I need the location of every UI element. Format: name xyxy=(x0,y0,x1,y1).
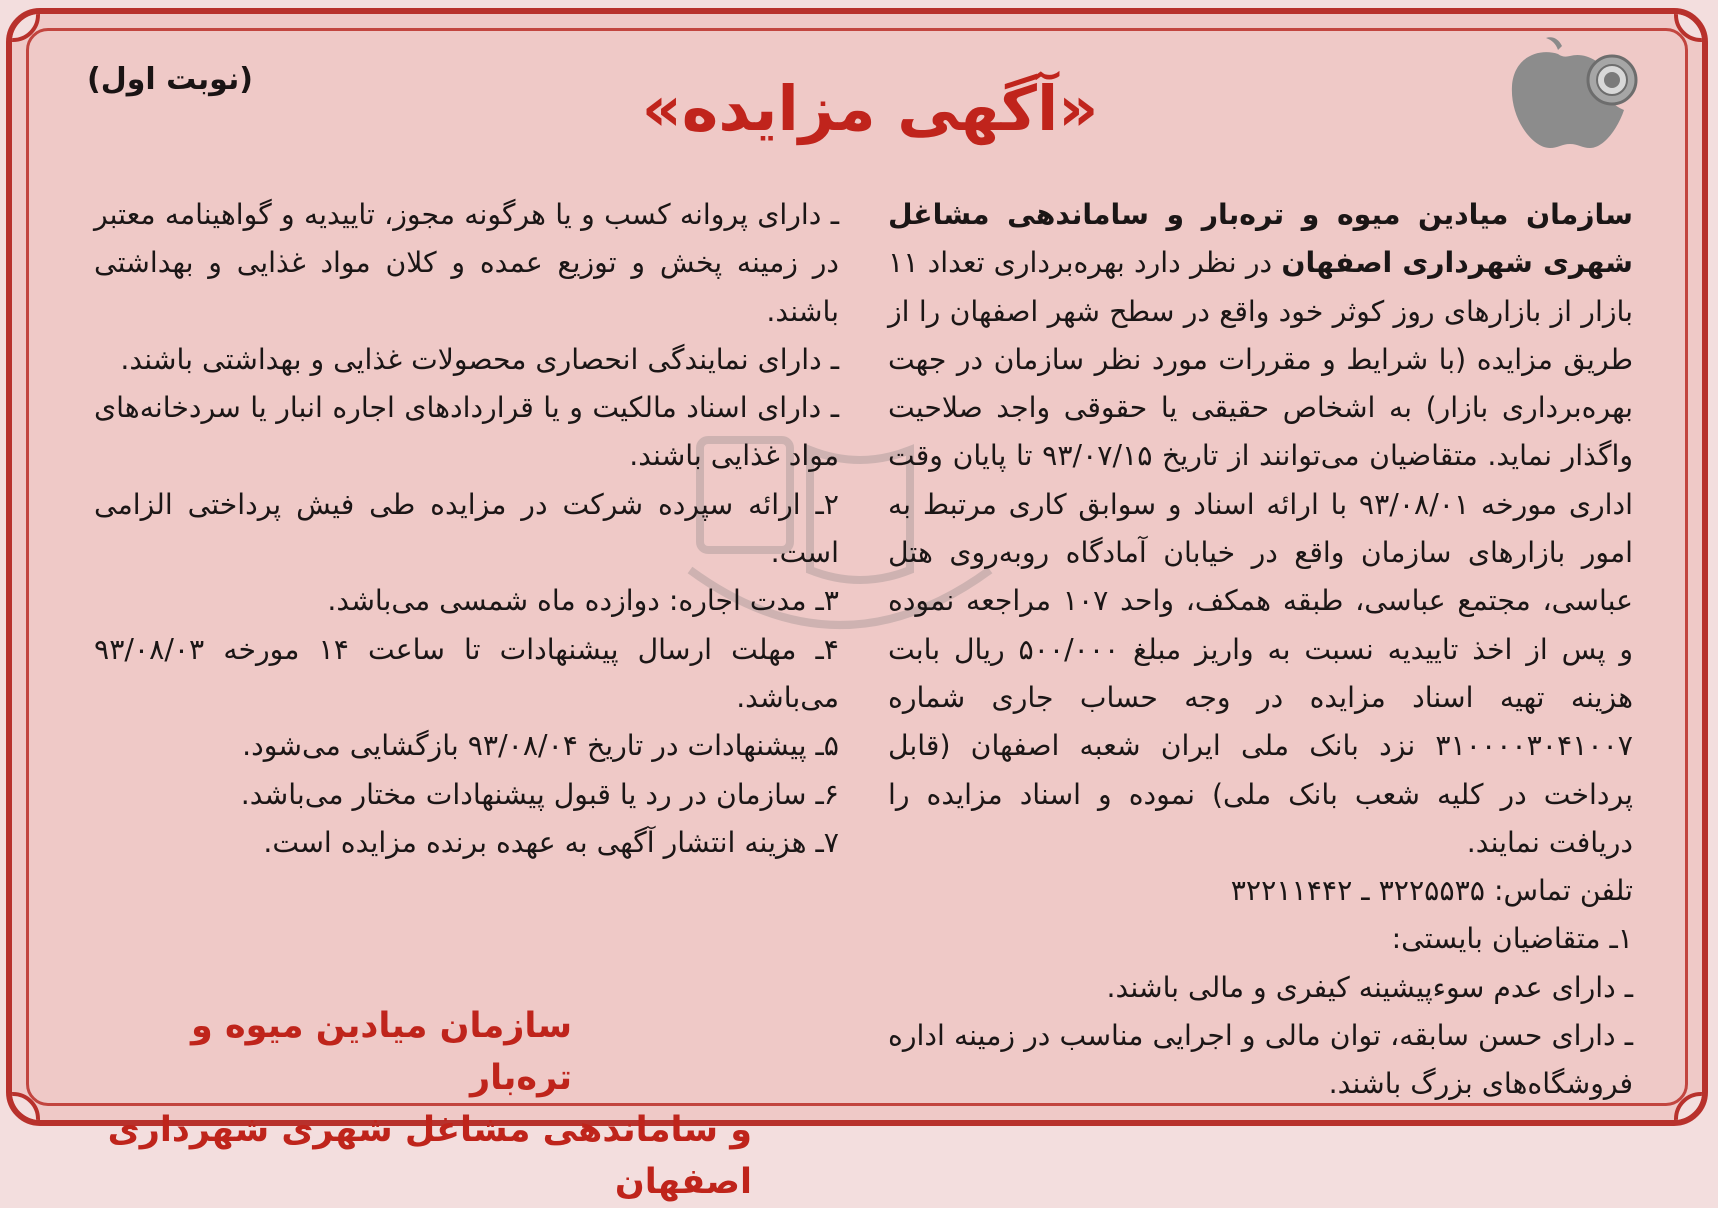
condition-item: ۶ـ سازمان در رد یا قبول پیشنهادات مختار می‌باشد. xyxy=(240,777,839,811)
intro-text: در نظر دارد بهره‌برداری تعداد ۱۱ بازار از بازارهای روز کوثر خود واقع در سطح شهر اصفهان را از طریق مزایده (با شرایط و مقررات مورد نظر سازمان در جهت بهره‌برداری بازار) به اشخاص حقیقی یا حقوقی واجد صلاحیت واگذار نماید. متقاضیان می‌توانند از تاریخ ۹۳/۰۷/۱۵ تا پایان وقت اداری مورخه ۹۳/۰۸/۰۱ با ارائه اسناد و سوابق کاری مرتبط به امور بازارهای سازمان واقع در خیابان آمادگاه روبه‌روی هتل عباسی، مجتمع عباسی، طبقه همکف، واحد ۱۰۷ مراجعه نموده و پس از اخذ تاییدیه نسبت به واریز مبلغ ۵۰۰/۰۰۰ ریال بابت هزینه تهیه اسناد مزایده در وجه حساب جاری شماره ۳۱۰۰۰۰۳۰۴۱۰۰۷ نزد بانک ملی ایران شعبه اصفهان (قابل پرداخت در کلیه شعب بانک ملی) نموده و اسناد مزایده را دریافت نمایند. xyxy=(888,246,1633,859)
condition-item: ۲ـ ارائه سپرده شرکت در مزایده طی فیش پرداختی الزامی است. xyxy=(94,487,839,570)
right-column xyxy=(888,191,1633,1109)
condition-item: ـ دارای حسن سابقه، توان مالی و اجرایی مناسب در زمینه اداره فروشگاه‌های بزرگ باشند. xyxy=(888,1019,1633,1101)
condition-item: ـ دارای اسناد مالکیت و یا قراردادهای اجاره انبار یا سردخانه‌های مواد غذایی باشند. xyxy=(94,391,839,473)
condition-item: ـ دارای نمایندگی انحصاری محصولات غذایی و بهداشتی باشند. xyxy=(120,342,839,376)
condition-item: ۵ـ پیشنهادات در تاریخ ۹۳/۰۸/۰۴ بازگشایی می‌شود. xyxy=(242,729,839,763)
contact-phone: تلفن تماس: ۳۲۲۵۵۳۵ ـ ۳۲۲۱۱۴۴۲ xyxy=(1230,874,1633,908)
condition-item: ۷ـ هزینه انتشار آگهی به عهده برنده مزایده است. xyxy=(263,825,839,859)
signature-line-1: سازمان میادین میوه و تره‌بار xyxy=(191,1006,572,1098)
condition-heading: ۱ـ متقاضیان بایستی: xyxy=(1391,922,1633,956)
intro-paragraph xyxy=(888,191,1633,867)
ad-title: «آگهی مزایده» xyxy=(641,72,1099,145)
publication-round: (نوبت اول) xyxy=(87,62,253,97)
condition-item: ۳ـ مدت اجاره: دوازده ماه شمسی می‌باشد. xyxy=(327,584,839,618)
signature-block xyxy=(92,1000,752,1208)
left-column xyxy=(94,191,839,867)
organization-name: سازمان میادین میوه و تره‌بار و ساماندهی مشاغل شهری شهرداری اصفهان xyxy=(888,198,1633,280)
condition-item: ـ دارای عدم سوءپیشینه کیفری و مالی باشند. xyxy=(1106,970,1633,1004)
signature-line-2: و ساماندهی مشاغل شهری شهرداری اصفهان xyxy=(107,1110,752,1202)
apple-gear-logo-icon xyxy=(1500,30,1650,160)
condition-item: ـ دارای پروانه کسب و یا هرگونه مجوز، تاییدیه و گواهینامه معتبر در زمینه پخش و توزیع عمده و کلان مواد غذایی و بهداشتی باشند. xyxy=(94,198,839,328)
condition-item: ۴ـ مهلت ارسال پیشنهادات تا ساعت ۱۴ مورخه ۹۳/۰۸/۰۳ می‌باشد. xyxy=(94,632,839,714)
